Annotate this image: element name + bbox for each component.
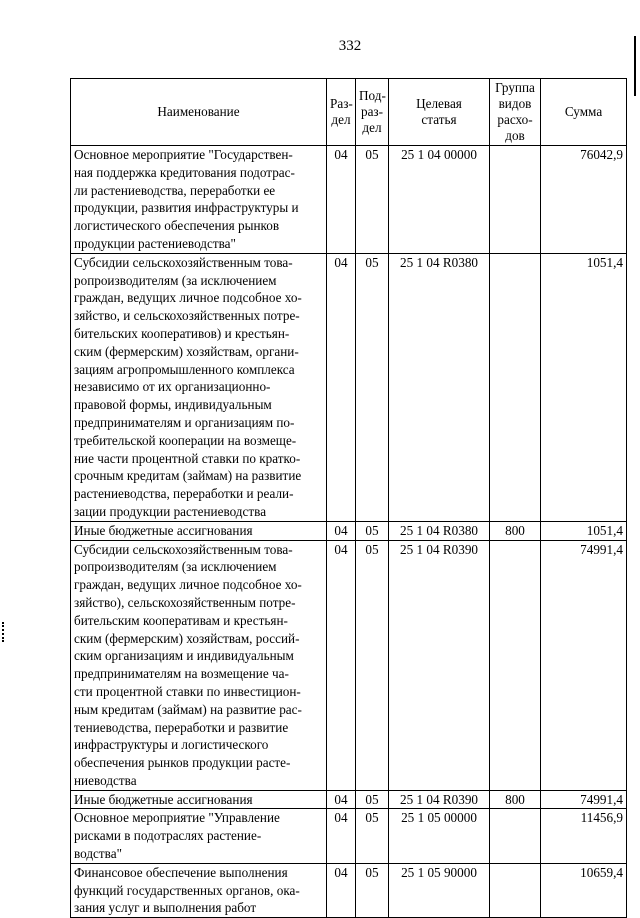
row-sum: 11456,9	[541, 809, 627, 863]
row-subsection: 05	[356, 146, 389, 254]
table-row	[71, 521, 627, 540]
row-group	[490, 809, 541, 863]
row-target: 25 1 04 R0380	[389, 521, 490, 540]
row-sum: 74991,4	[541, 790, 627, 809]
row-target: 25 1 04 R0390	[389, 540, 490, 790]
row-group	[490, 540, 541, 790]
table-row	[71, 146, 627, 254]
row-section: 04	[327, 809, 356, 863]
row-sum: 1051,4	[541, 253, 627, 521]
table-row	[71, 253, 627, 521]
header-group: Группа видов расхо- дов	[490, 79, 541, 146]
row-subsection: 05	[356, 540, 389, 790]
row-section: 04	[327, 790, 356, 809]
row-sum: 1051,4	[541, 521, 627, 540]
scan-edge-mark-left	[2, 622, 8, 642]
page-number: 332	[338, 38, 362, 54]
row-group	[490, 863, 541, 917]
row-group	[490, 146, 541, 254]
header-subsection: Под- раз- дел	[356, 79, 389, 146]
row-group: 800	[490, 790, 541, 809]
header-target: Целевая статья	[389, 79, 490, 146]
row-name: Основное мероприятие "Государствен- ная поддержка кредитования подотрас- ли растениеводства, переработки ее продукции, развития инфраструктуры и логистического обеспечения рынков продукции растениеводства"	[71, 146, 327, 254]
table-header-row	[71, 79, 627, 146]
row-target: 25 1 04 R0390	[389, 790, 490, 809]
row-section: 04	[327, 146, 356, 254]
row-section: 04	[327, 521, 356, 540]
table-row	[71, 863, 627, 917]
row-section: 04	[327, 863, 356, 917]
row-target: 25 1 04 00000	[389, 146, 490, 254]
row-sum: 74991,4	[541, 540, 627, 790]
row-group: 800	[490, 521, 541, 540]
row-sum: 10659,4	[541, 863, 627, 917]
row-name: Иные бюджетные ассигнования	[71, 790, 327, 809]
budget-table	[70, 78, 627, 918]
row-target: 25 1 05 90000	[389, 863, 490, 917]
scan-edge-mark	[634, 36, 636, 96]
row-subsection: 05	[356, 863, 389, 917]
header-name: Наименование	[71, 79, 327, 146]
row-group	[490, 253, 541, 521]
row-subsection: 05	[356, 253, 389, 521]
row-name: Финансовое обеспечение выполнения функций государственных органов, ока- зания услуг и выполнения работ	[71, 863, 327, 917]
row-name: Основное мероприятие "Управление рисками в подотраслях растение- водства"	[71, 809, 327, 863]
row-section: 04	[327, 540, 356, 790]
header-section: Раз- дел	[327, 79, 356, 146]
row-subsection: 05	[356, 521, 389, 540]
row-name: Субсидии сельскохозяйственным това- ропроизводителям (за исключением граждан, ведущих личное подсобное хо- зяйство), сельскохозяйственным потре- бительским кооперативам и крестьян- ским (фермерским) хозяйствам, россий- ским организациям и индивидуальным предпринимателям на возмещение ча- сти процентной ставки по инвестицион- ным кредитам (займам) на развитие рас- тениеводства, переработки и развитие инфраструктуры и логистического обеспечения рынков продукции расте- ниеводства	[71, 540, 327, 790]
header-sum: Сумма	[541, 79, 627, 146]
table-row	[71, 790, 627, 809]
row-subsection: 05	[356, 790, 389, 809]
row-subsection: 05	[356, 809, 389, 863]
row-name: Иные бюджетные ассигнования	[71, 521, 327, 540]
row-target: 25 1 04 R0380	[389, 253, 490, 521]
table-row	[71, 540, 627, 790]
row-target: 25 1 05 00000	[389, 809, 490, 863]
row-name: Субсидии сельскохозяйственным това- ропроизводителям (за исключением граждан, ведущих личное подсобное хо- зяйство, и сельскохозяйственных потре- бительских кооперативов) и крестьян- ским (фермерским) хозяйствам, органи- зациям агропромышленного комплекса независимо от их организационно- правовой формы, индивидуальным предпринимателям и организациям по- требительской кооперации на возмеще- ние части процентной ставки по кратко- срочным кредитам (займам) на развитие растениеводства, переработки и реали- зации продукции растениеводства	[71, 253, 327, 521]
row-sum: 76042,9	[541, 146, 627, 254]
table-row	[71, 809, 627, 863]
row-section: 04	[327, 253, 356, 521]
